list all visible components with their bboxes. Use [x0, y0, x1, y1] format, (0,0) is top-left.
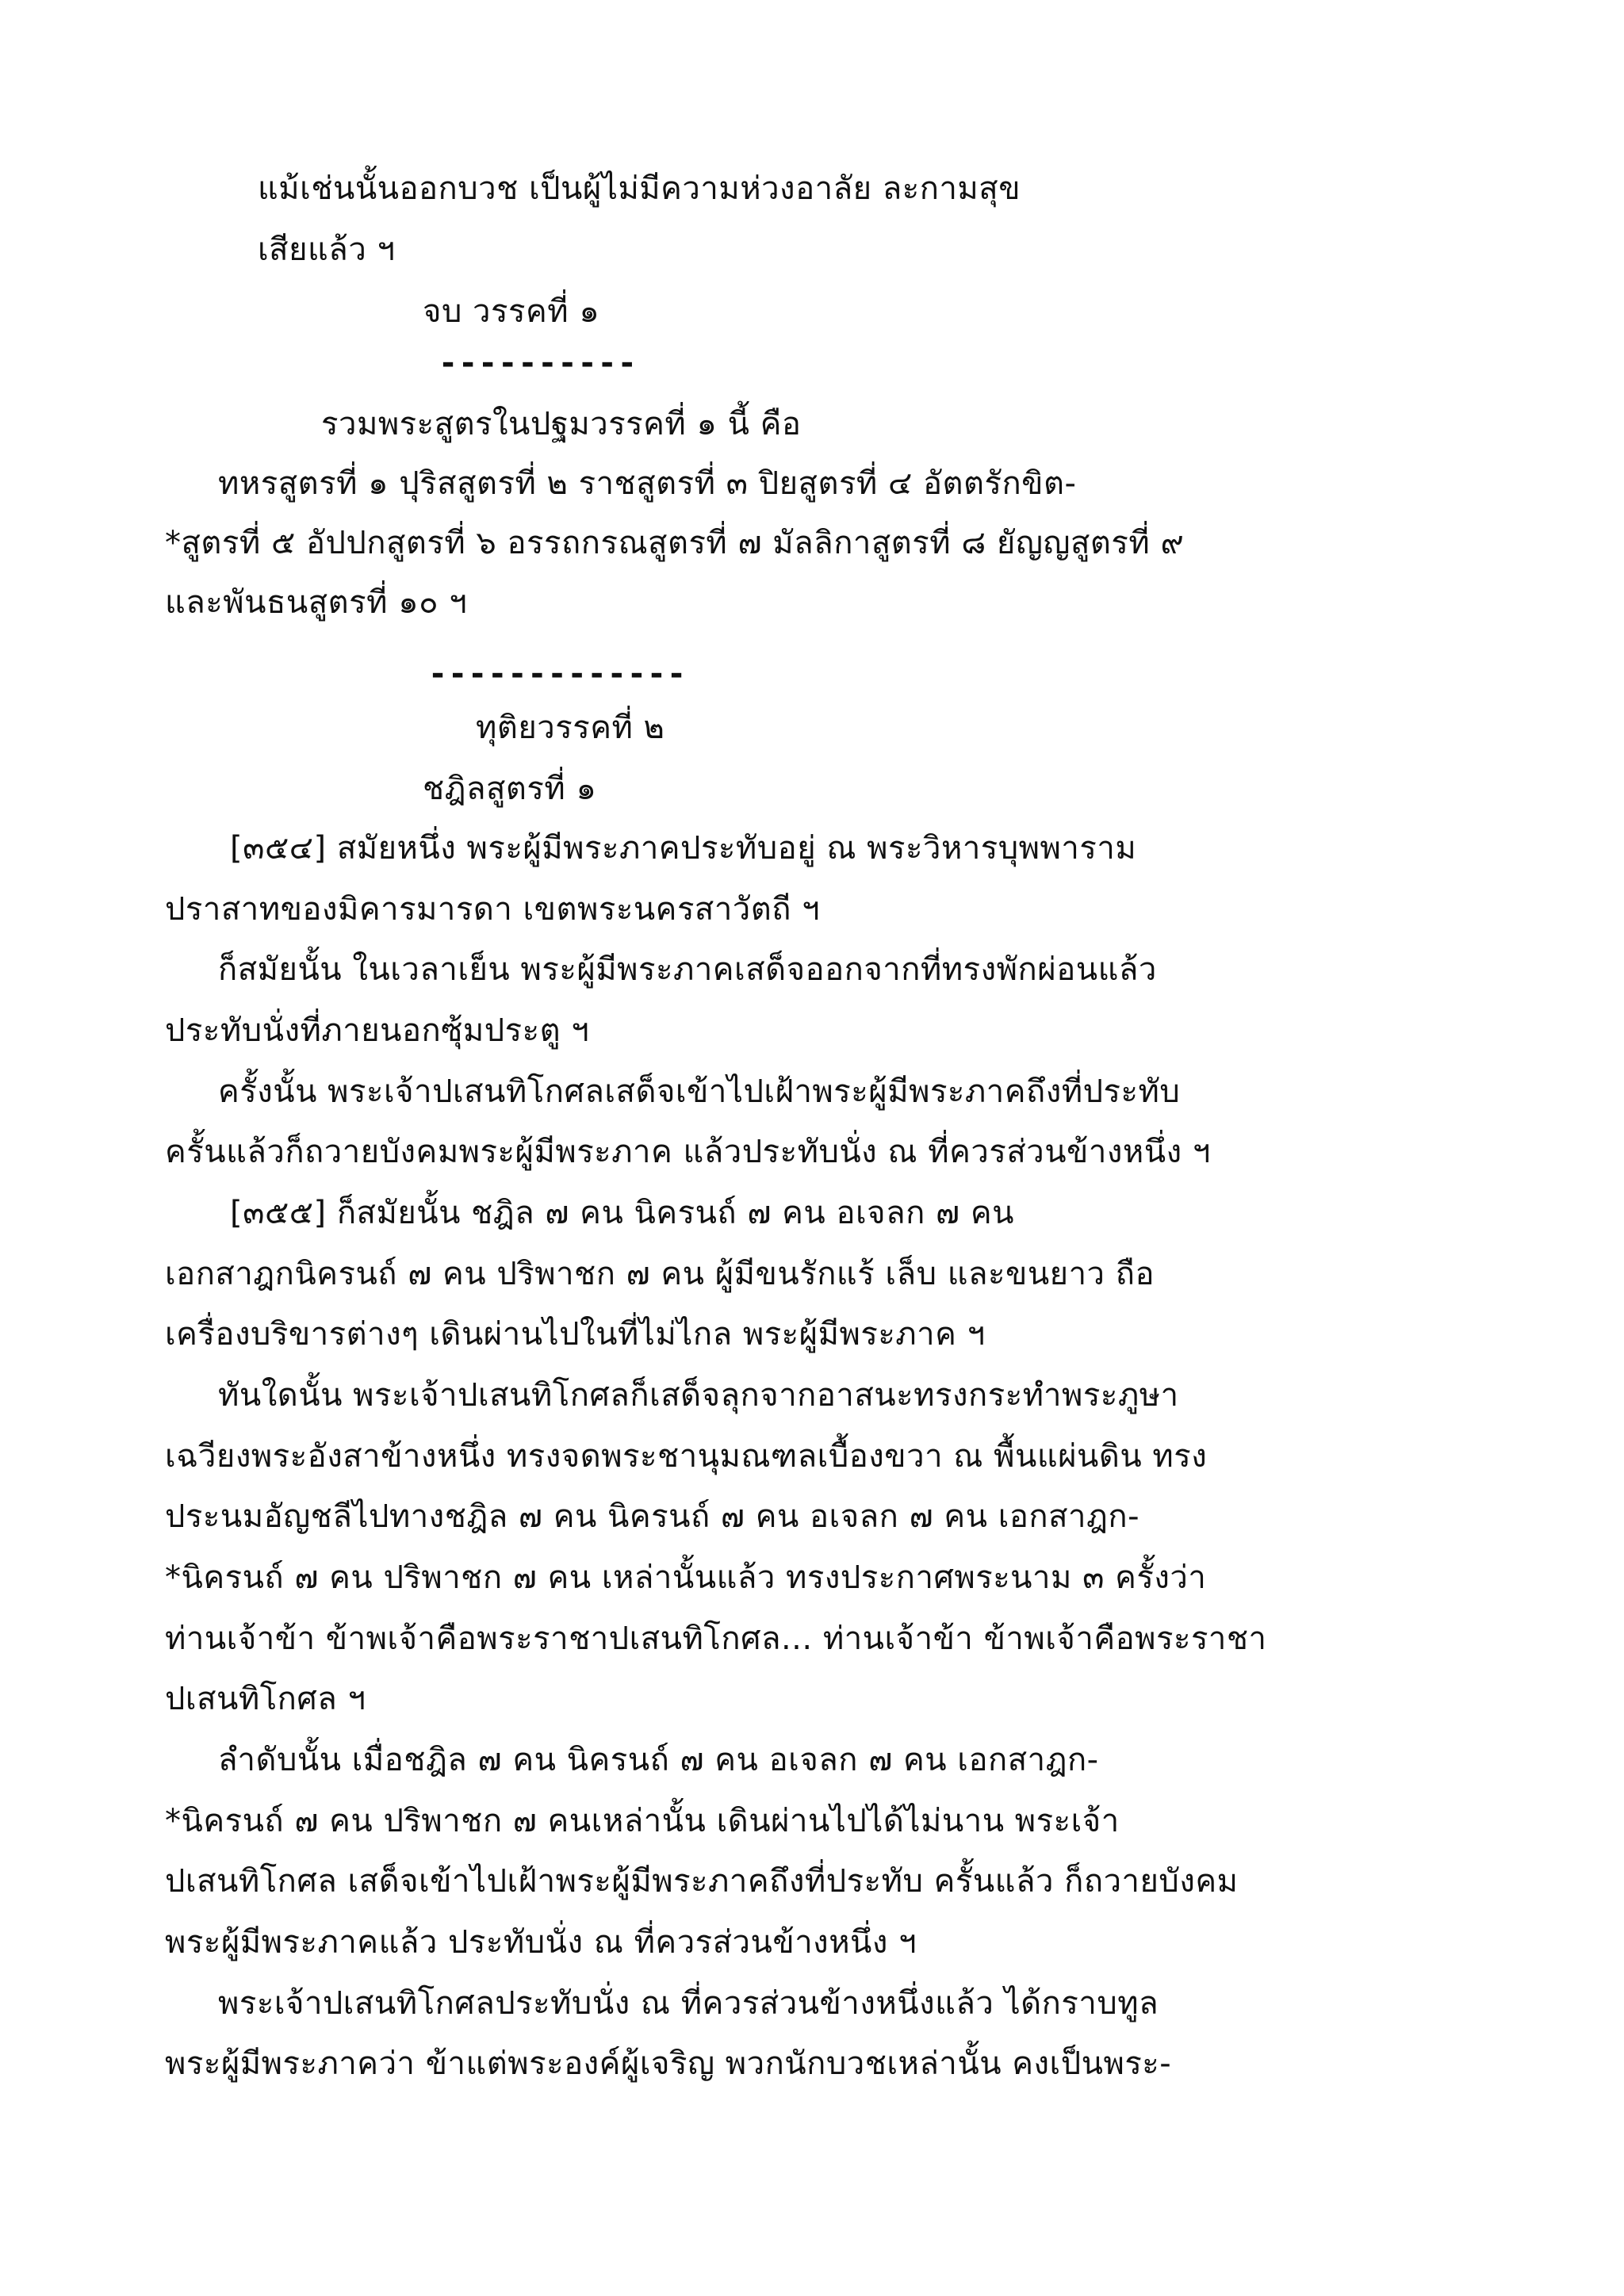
text-line: ครั้งนั้น พระเจ้าปเสนทิโกศลเสด็จเข้าไปเฝ้าพระผู้มีพระภาคถึงที่ประทับ [218, 1073, 1181, 1110]
text-line: ทันใดนั้น พระเจ้าปเสนทิโกศลก็เสด็จลุกจากอาสนะทรงกระทำพระภูษา [218, 1377, 1179, 1414]
text-line: พระผู้มีพระภาคแล้ว ประทับนั่ง ณ ที่ควรส่วนข้างหนึ่ง ฯ [165, 1924, 917, 1961]
text-line: และพันธนสูตรที่ ๑๐ ฯ [165, 584, 468, 621]
text-line: ท่านเจ้าข้า ข้าพเจ้าคือพระราชาปเสนทิโกศล... ท่านเจ้าข้า ข้าพเจ้าคือพระราชา [165, 1621, 1267, 1657]
text-line: ประทับนั่งที่ภายนอกซุ้มประตู ฯ [165, 1012, 590, 1049]
text-line: ปราสาทของมิคารมารดา เขตพระนครสาวัตถี ฯ [165, 891, 821, 928]
text-line: [๓๕๔] สมัยหนึ่ง พระผู้มีพระภาคประทับอยู่ ณ พระวิหารบุพพาราม [230, 830, 1137, 867]
text-line: ก็สมัยนั้น ในเวลาเย็น พระผู้มีพระภาคเสด็จออกจากที่ทรงพักผ่อนแล้ว [218, 951, 1157, 988]
sutta-heading: ชฎิลสูตรที่ ๑ [423, 771, 597, 807]
text-line: ลำดับนั้น เมื่อชฎิล ๗ คน นิครนถ์ ๗ คน อเจลก ๗ คน เอกสาฎก- [218, 1742, 1099, 1778]
separator-line: ---------- [439, 345, 638, 381]
text-line: เครื่องบริขารต่างๆ เดินผ่านไปในที่ไม่ไกล พระผู้มีพระภาค ฯ [165, 1316, 986, 1353]
text-line: *นิครนถ์ ๗ คน ปริพาชก ๗ คนเหล่านั้น เดินผ่านไปได้ไม่นาน พระเจ้า [165, 1803, 1120, 1839]
summary-heading: รวมพระสูตรในปฐมวรรคที่ ๑ นี้ คือ [321, 406, 802, 442]
text-line: ทหรสูตรที่ ๑ ปุริสสูตรที่ ๒ ราชสูตรที่ ๓ ปิยสูตรที่ ๔ อัตตรักขิต- [218, 465, 1077, 502]
text-line: *สูตรที่ ๕ อัปปกสูตรที่ ๖ อรรถกรณสูตรที่ ๗ มัลลิกาสูตรที่ ๘ ยัญญสูตรที่ ๙ [165, 525, 1185, 561]
text-line: พระผู้มีพระภาคว่า ข้าแต่พระองค์ผู้เจริญ พวกนักบวชเหล่านั้น คงเป็นพระ- [165, 2045, 1172, 2082]
text-line: ปเสนทิโกศล เสด็จเข้าไปเฝ้าพระผู้มีพระภาคถึงที่ประทับ ครั้นแล้ว ก็ถวายบังคม [165, 1863, 1239, 1900]
text-line: พระเจ้าปเสนทิโกศลประทับนั่ง ณ ที่ควรส่วนข้างหนึ่งแล้ว ได้กราบทูล [218, 1985, 1159, 2022]
text-line: [๓๕๕] ก็สมัยนั้น ชฎิล ๗ คน นิครนถ์ ๗ คน อเจลก ๗ คน [230, 1195, 1014, 1231]
text-line: แม้เช่นนั้นออกบวช เป็นผู้ไม่มีความห่วงอาลัย ละกามสุข [258, 170, 1021, 207]
text-line: ครั้นแล้วก็ถวายบังคมพระผู้มีพระภาค แล้วประทับนั่ง ณ ที่ควรส่วนข้างหนึ่ง ฯ [165, 1134, 1211, 1170]
text-line: *นิครนถ์ ๗ คน ปริพาชก ๗ คน เหล่านั้นแล้ว ทรงประกาศพระนาม ๓ ครั้งว่า [165, 1559, 1207, 1596]
text-line: ประนมอัญชลีไปทางชฎิล ๗ คน นิครนถ์ ๗ คน อเจลก ๗ คน เอกสาฎก- [165, 1498, 1139, 1535]
text-line: เสียแล้ว ฯ [258, 232, 396, 268]
chapter-heading: ทุติยวรรคที่ ๒ [476, 710, 665, 746]
text-line: ปเสนทิโกศล ฯ [165, 1681, 366, 1717]
text-line: เฉวียงพระอังสาข้างหนึ่ง ทรงจดพระชานุมณฑลเบื้องขวา ณ พื้นแผ่นดิน ทรง [165, 1438, 1208, 1475]
text-line: เอกสาฎกนิครนถ์ ๗ คน ปริพาชก ๗ คน ผู้มีขนรักแร้ เล็บ และขนยาว ถือ [165, 1256, 1155, 1292]
chapter-end-heading: จบ วรรคที่ ๑ [423, 293, 600, 330]
separator-line: ------------- [428, 656, 688, 692]
